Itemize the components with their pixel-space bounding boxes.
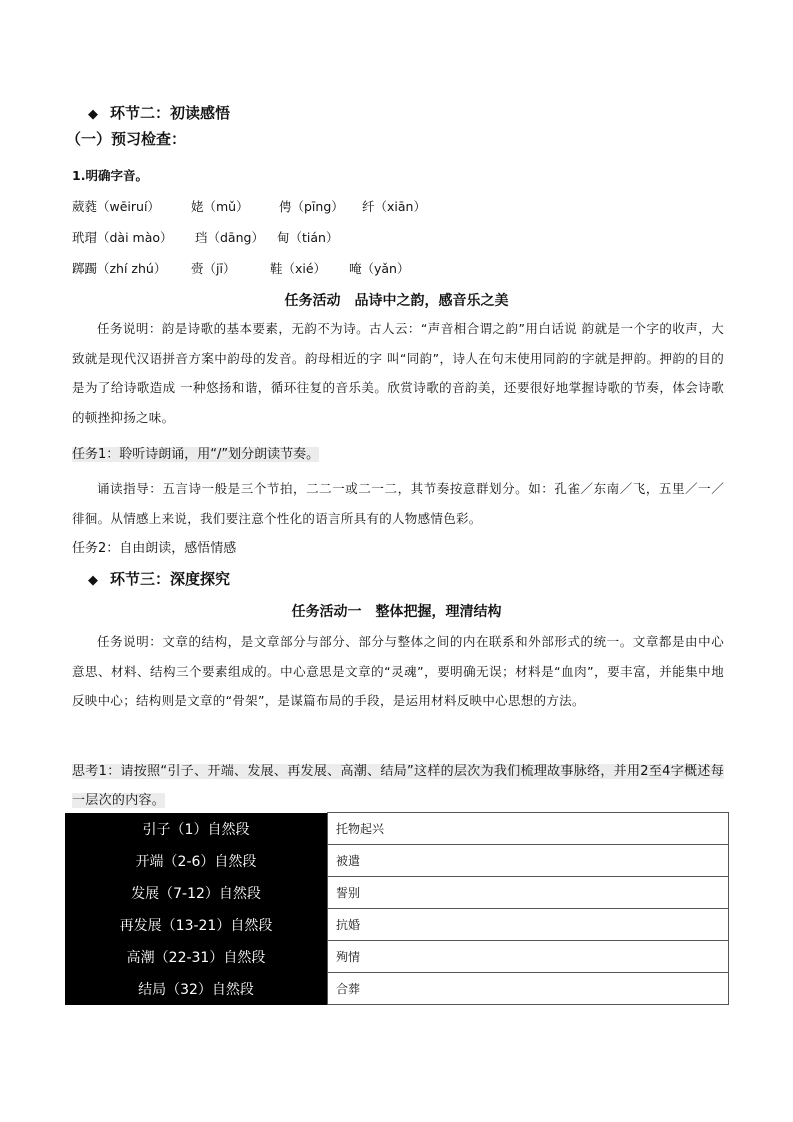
activity1-description: 任务说明：韵是诗歌的基本要素，无韵不为诗。古人云：“声音相合谓之韵”用白话说 韵就是一个字的收声，大致就是现代汉语拼音方案中韵母的发音。韵母相近的字 叫“同韵”，诗人在句末使用同韵的字就是押韵。押韵的目的是为了给诗歌造成 一种悠扬和谐，循环往复的音乐美。欣赏诗歌的音韵美，还要很好地掌握诗歌的节奏，体会诗歌的顿挫抑扬之味。 [72,321,724,425]
think1-text: 思考1：请按照“引子、开端、发展、再发展、高潮、结局”这样的层次为我们梳理故事脉络，并用2至4字概述每一层次的内容。 [72,764,724,808]
table-row [65,813,729,845]
diamond-bullet-icon: ◆ [88,573,98,588]
pinyin-item: 葳蕤（wēiruí） [72,199,160,214]
activity1-title: 任务活动 品诗中之韵，感音乐之美 [284,293,509,309]
table-row [65,941,729,973]
pinyin-item: 唵（yǎn） [349,261,410,276]
outline-part: 引子（1）自然段 [65,813,328,845]
pinyin-item: 赍（jī） [191,261,236,276]
outline-part: 高潮（22-31）自然段 [65,941,328,973]
outline-summary: 誓别 [328,877,729,909]
section2-title: 环节二：初读感悟 [110,104,231,122]
table-row [65,877,729,909]
pinyin-item: 鞋（xié） [270,261,327,276]
pinyin-item: 玳瑁（dài mào） [72,230,173,245]
diamond-bullet-icon: ◆ [88,107,98,122]
pinyin-item: 踯躅（zhí zhú） [72,261,167,276]
pinyin-item: 姥（mǔ） [191,199,249,214]
table-row [65,909,729,941]
outline-summary: 合葬 [328,973,729,1005]
pinyin-item: 甸（tián） [277,230,339,245]
reading-guide: 诵读指导：五言诗一般是三个节拍，二二一或二一二，其节奏按意群划分。如：孔雀／东南／飞，五里／一／徘徊。从情感上来说，我们要注意个性化的语言所具有的人物感情色彩。 [72,481,724,526]
outline-part: 结局（32）自然段 [65,973,328,1005]
table-row [65,845,729,877]
outline-summary: 被遣 [328,845,729,877]
section3-heading [88,568,230,589]
activity2-title: 任务活动一 整体把握，理清结构 [291,604,502,620]
outline-part: 发展（7-12）自然段 [65,877,328,909]
pinyin-item: 珰（dāng） [195,230,264,245]
section3-description: 任务说明：文章的结构，是文章部分与部分、部分与整体之间的内在联系和外部形式的统一。文章都是由中心意思、材料、结构三个要素组成的。中心意思是文章的“灵魂”，要明确无误；材料是“血肉”，要丰富，并能集中地反映中心；结构则是文章的“骨架”，是谋篇布局的手段，是运用材料反映中心思想的方法。 [72,634,724,708]
outline-part: 开端（2-6）自然段 [65,845,328,877]
pinyin-item: 纤（xiān） [362,199,426,214]
task2-text: 任务2：自由朗读，感悟情感 [72,541,237,556]
pinyin-item: 俜（pīng） [279,199,344,214]
outline-summary: 抗婚 [328,909,729,941]
item1-heading: 1.明确字音。 [72,168,148,183]
story-outline-table [65,812,729,1005]
table-row [65,973,729,1005]
section2-subheading: （一）预习检查： [66,130,187,148]
outline-part: 再发展（13-21）自然段 [65,909,328,941]
section2-heading [88,102,230,123]
outline-summary: 托物起兴 [328,813,729,845]
outline-summary: 殉情 [328,941,729,973]
section3-title: 环节三：深度探究 [110,570,231,588]
task1-line [72,444,319,466]
task1-text: 任务1：聆听诗朗诵，用“/”划分朗读节奏。 [72,447,320,462]
